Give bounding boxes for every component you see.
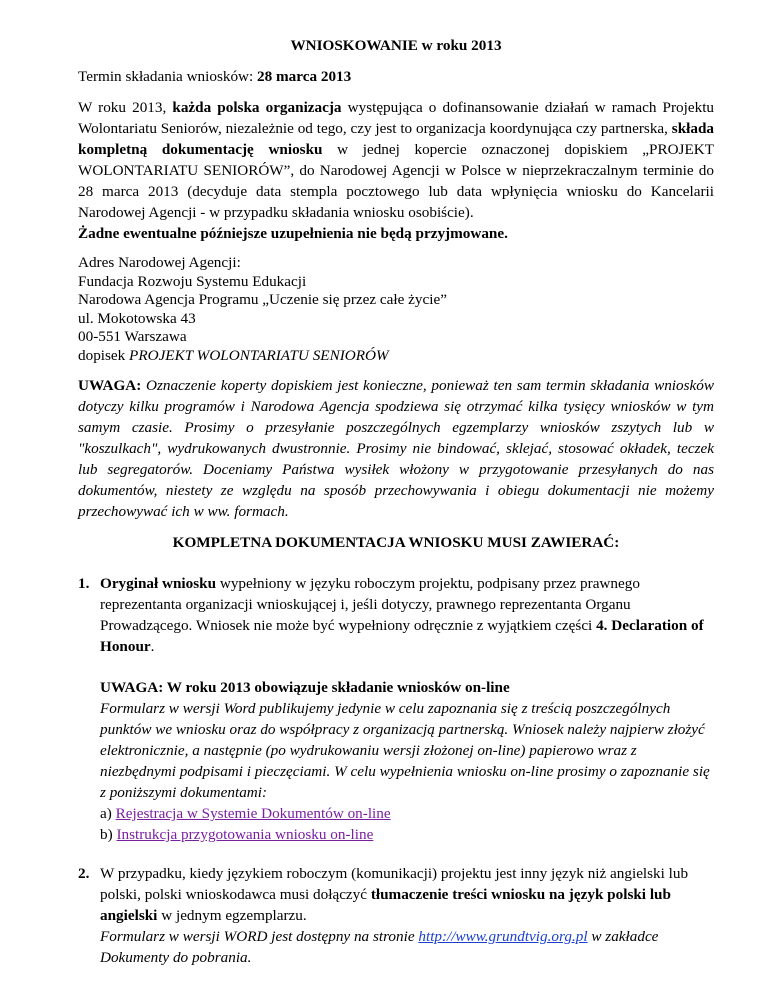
list-item-number: 2. (78, 865, 90, 882)
intro-no-supplements (78, 223, 714, 244)
grundtvig-link[interactable]: http://www.grundtvig.org.pl (418, 928, 588, 945)
item1-bold: Oryginał wniosku (100, 575, 217, 592)
requirements-list (78, 573, 714, 657)
address-agency: Narodowa Agencja Programu „Uczenie się przez całe życie” (78, 291, 447, 308)
item2-italic-2: w zakładce Dokumenty do pobrania. (100, 928, 659, 966)
item2-italic: Formularz w wersji WORD jest dostępny na stronie (100, 928, 419, 945)
warning-text: Oznaczenie koperty dopiskiem jest konieczne, ponieważ ten sam termin składania wniosków dotyczy kilku programów i Narodowa Agencja spodziewa się otrzymać kilka tysięcy wniosków w tym samym czasie. Prosimy o przesyłanie poszczególnych egzemplarzy wniosków zszytych lub w "koszulkach", wydrukowanych dwustronnie. Prosimy nie bindować, sklejać, stosować okładek, teczek lub segregatorów. Doceniamy Państwa wysiłek włożony w przygotowanie przesyłanych do nas dokumentów, niestety ze względu na sposób przechowywania i obiegu dokumentacji nie możemy przechowywać ich w ww. formach. (78, 377, 714, 520)
deadline-line (78, 66, 714, 87)
list-item (78, 573, 714, 657)
intro-paragraph (78, 97, 714, 223)
address-note-label: PROJEKT WOLONTARIATU SENIORÓW (129, 346, 389, 364)
requirements-list-continued (78, 863, 714, 968)
item2-bold: tłumaczenie treści wniosku na język polski lub angielski (100, 886, 671, 924)
address-street: ul. Mokotowska 43 (78, 309, 196, 327)
intro-bold-3: Żadne ewentualne późniejsze uzupełnienia nie będą przyjmowane. (78, 225, 508, 242)
address-foundation: Fundacja Rozwoju Systemu Edukacji (78, 272, 307, 290)
list-item-number: 1. (78, 575, 90, 592)
intro-bold-1: każda polska organizacja (172, 99, 342, 116)
intro-text-3: w jednej kopercie oznaczonej dopiskiem „PROJEKT WOLONTARIATU SENIORÓW”, do Narodowej Agencji w Polsce w nieprzekraczalnym terminie do 28 marca 2013 (decyduje data stempla pocztowego lub data wpłynięcia wniosku do Kancelarii Narodowej Agencji - w przypadku składania wniosku osobiście). (78, 141, 714, 221)
intro-bold-2: składa kompletną dokumentację wniosku (78, 120, 714, 158)
address-heading: Adres Narodowej Agencji: (78, 254, 241, 271)
list-item (78, 863, 714, 968)
deadline-label: Termin składania wniosków: (78, 68, 258, 85)
notice-link-a-row: a) Rejestracja w Systemie Dokumentów on-line (100, 805, 391, 822)
deadline-date: 28 marca 2013 (257, 68, 352, 85)
notice-text: Formularz w wersji Word publikujemy jedynie w celu zapoznania się z treścią poszczególnych punktów we wniosku oraz do współpracy z organizacją partnerską. Wniosek należy najpierw złożyć elektronicznie, a następnie (po wydrukowaniu wersji złożonej on-line) papierowo wraz z niezbędnymi podpisami i pieczęciami. W celu wypełnienia wniosku on-line prosimy o zapoznanie się z poniższymi dokumentami: (100, 700, 710, 801)
item1-declaration: 4. Declaration of Honour (100, 617, 704, 655)
warning-label: UWAGA: (78, 377, 142, 394)
address-note-prefix: dopisek (78, 346, 130, 364)
section-title: KOMPLETNA DOKUMENTACJA WNIOSKU MUSI ZAWIERAĆ: (172, 534, 620, 551)
item1-end: . (150, 638, 155, 655)
address-city: 00-551 Warszawa (78, 328, 187, 345)
registration-link[interactable]: Rejestracja w Systemie Dokumentów on-line (115, 805, 391, 822)
item2-text: W przypadku, kiedy językiem roboczym (komunikacji) projektu jest inny język niż angielski lub polski, polski wnioskodawca musi dołączyć (100, 865, 689, 903)
address-note (78, 347, 714, 366)
envelope-warning (78, 375, 714, 522)
instructions-link[interactable]: Instrukcja przygotowania wniosku on-line (116, 826, 374, 843)
notice-heading: UWAGA: W roku 2013 obowiązuje składanie wniosków on-line (100, 679, 510, 696)
item2-text-2: w jednym egzemplarzu. (157, 907, 307, 924)
intro-text-2: występująca o dofinansowanie działań w ramach Projektu Wolontariatu Seniorów, niezależnie od tego, czy jest to organizacja koordynująca czy partnerska, (78, 99, 715, 137)
notice-link-b-row: b) Instrukcja przygotowania wniosku on-line (100, 826, 374, 843)
intro-text-1: W roku 2013, (78, 99, 173, 116)
document-page (78, 35, 714, 968)
agency-address (78, 254, 714, 365)
online-notice (78, 677, 714, 845)
document-title: WNIOSKOWANIE w roku 2013 (290, 37, 502, 54)
item1-text: wypełniony w języku roboczym projektu, podpisany przez prawnego reprezentanta organizacji wnioskującej i, jeśli dotyczy, prawnego reprezentanta Organu Prowadzącego. Wniosek nie może być wypełniony odręcznie z wyjątkiem części (100, 575, 640, 634)
